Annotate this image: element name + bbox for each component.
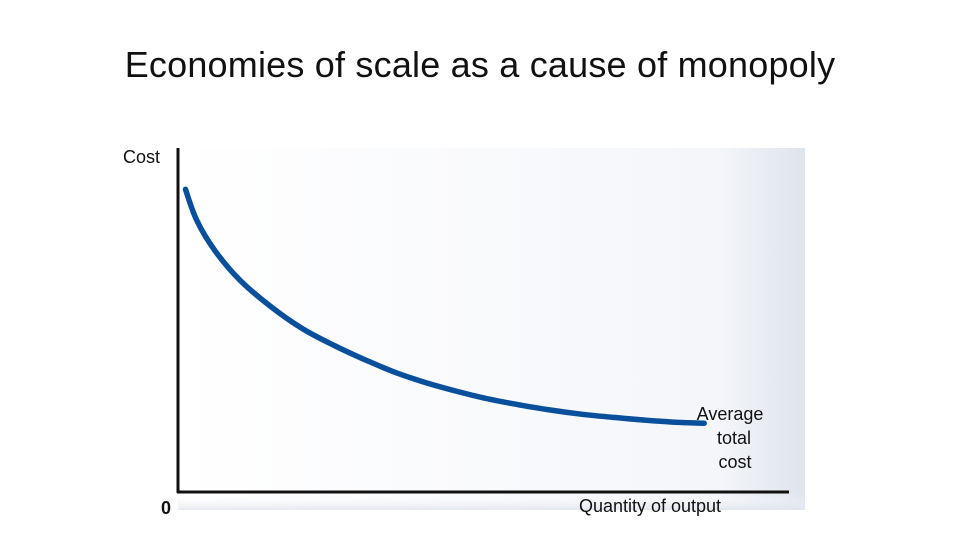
y-axis-label: Cost — [122, 147, 160, 167]
curve-label-line-2: total — [716, 428, 752, 448]
x-axis-label: Quantity of output — [578, 496, 722, 516]
slide-title: Economies of scale as a cause of monopoly — [124, 44, 836, 85]
curve-label-line-3: cost — [718, 452, 752, 472]
origin-label: 0 — [160, 498, 172, 518]
curve-label-line-1: Average — [696, 404, 764, 424]
plot-panel — [178, 148, 805, 510]
